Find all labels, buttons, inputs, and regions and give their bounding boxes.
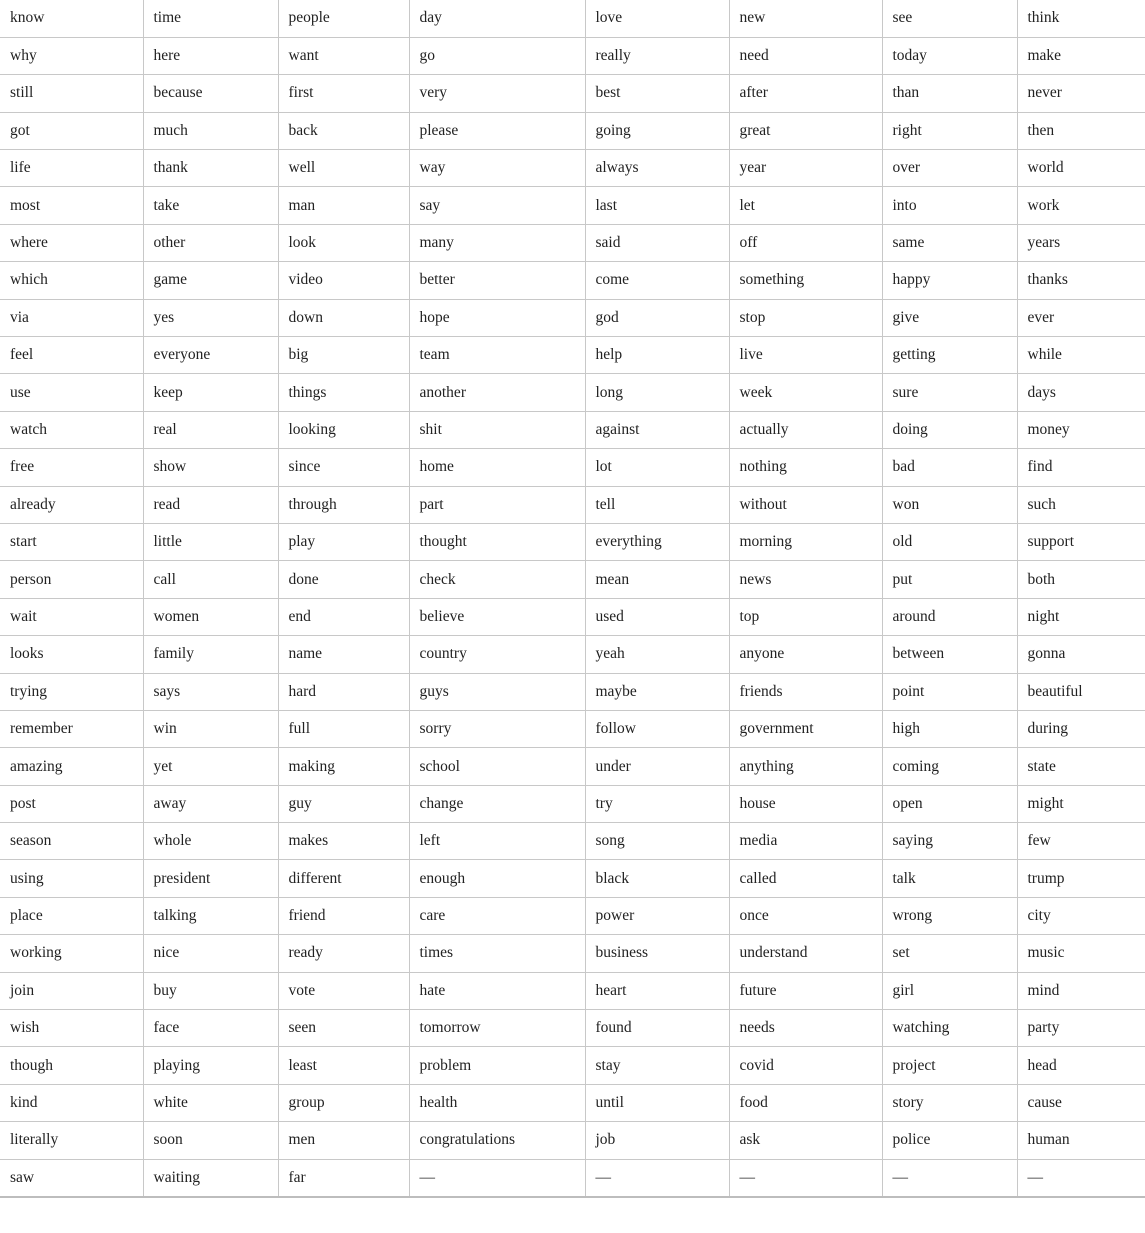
table-cell: power (585, 897, 729, 934)
table-cell: team (409, 337, 585, 374)
table-cell: saw (0, 1159, 143, 1196)
table-cell: tell (585, 486, 729, 523)
table-cell: everything (585, 523, 729, 560)
table-cell: understand (729, 935, 882, 972)
table-cell: post (0, 785, 143, 822)
table-cell: please (409, 112, 585, 149)
table-cell: night (1017, 598, 1145, 635)
table-cell: hope (409, 299, 585, 336)
table-cell: job (585, 1122, 729, 1159)
table-cell: everyone (143, 337, 278, 374)
table-cell: whole (143, 823, 278, 860)
table-cell: far (278, 1159, 409, 1196)
table-row (0, 1122, 1145, 1159)
table-cell: yes (143, 299, 278, 336)
table-cell: right (882, 112, 1017, 149)
table-cell: house (729, 785, 882, 822)
table-cell: playing (143, 1047, 278, 1084)
table-cell: away (143, 785, 278, 822)
table-row (0, 636, 1145, 673)
table-cell: face (143, 1010, 278, 1047)
table-row (0, 37, 1145, 74)
table-cell: once (729, 897, 882, 934)
table-cell: try (585, 785, 729, 822)
table-cell: old (882, 523, 1017, 560)
table-cell: home (409, 449, 585, 486)
table-cell: literally (0, 1122, 143, 1159)
table-cell: around (882, 598, 1017, 635)
table-cell: might (1017, 785, 1145, 822)
table-cell: between (882, 636, 1017, 673)
table-cell: see (882, 0, 1017, 37)
table-cell: music (1017, 935, 1145, 972)
table-cell: god (585, 299, 729, 336)
table-cell: without (729, 486, 882, 523)
table-cell: high (882, 710, 1017, 747)
table-cell: wrong (882, 897, 1017, 934)
table-cell: over (882, 150, 1017, 187)
table-cell: than (882, 75, 1017, 112)
table-cell: already (0, 486, 143, 523)
table-cell: though (0, 1047, 143, 1084)
table-cell: happy (882, 262, 1017, 299)
table-cell: — (585, 1159, 729, 1196)
table-cell: off (729, 224, 882, 261)
table-cell: which (0, 262, 143, 299)
table-cell: love (585, 0, 729, 37)
table-row (0, 374, 1145, 411)
table-cell: since (278, 449, 409, 486)
table-cell: enough (409, 860, 585, 897)
table-cell: last (585, 187, 729, 224)
table-cell: stop (729, 299, 882, 336)
table-cell: best (585, 75, 729, 112)
table-cell: working (0, 935, 143, 972)
table-row (0, 1159, 1145, 1196)
table-cell: cause (1017, 1084, 1145, 1121)
table-cell: let (729, 187, 882, 224)
table-cell: into (882, 187, 1017, 224)
table-row (0, 1084, 1145, 1121)
table-cell: follow (585, 710, 729, 747)
table-cell: doing (882, 411, 1017, 448)
table-cell: heart (585, 972, 729, 1009)
table-cell: always (585, 150, 729, 187)
table-cell: state (1017, 748, 1145, 785)
table-row (0, 224, 1145, 261)
table-cell: way (409, 150, 585, 187)
table-row (0, 598, 1145, 635)
table-cell: makes (278, 823, 409, 860)
table-cell: week (729, 374, 882, 411)
table-cell: new (729, 0, 882, 37)
table-cell: believe (409, 598, 585, 635)
table-cell: through (278, 486, 409, 523)
table-cell: vote (278, 972, 409, 1009)
table-cell: money (1017, 411, 1145, 448)
table-cell: same (882, 224, 1017, 261)
table-cell: used (585, 598, 729, 635)
table-row (0, 337, 1145, 374)
table-cell: today (882, 37, 1017, 74)
table-row (0, 449, 1145, 486)
table-cell: know (0, 0, 143, 37)
table-cell: most (0, 187, 143, 224)
table-cell: black (585, 860, 729, 897)
table-cell: make (1017, 37, 1145, 74)
table-cell: many (409, 224, 585, 261)
table-cell: least (278, 1047, 409, 1084)
table-cell: few (1017, 823, 1145, 860)
table-cell: tomorrow (409, 1010, 585, 1047)
table-cell: said (585, 224, 729, 261)
table-cell: much (143, 112, 278, 149)
table-cell: media (729, 823, 882, 860)
table-cell: gonna (1017, 636, 1145, 673)
table-cell: time (143, 0, 278, 37)
table-cell: find (1017, 449, 1145, 486)
table-cell: stay (585, 1047, 729, 1084)
table-cell: left (409, 823, 585, 860)
table-cell: long (585, 374, 729, 411)
table-cell: yeah (585, 636, 729, 673)
table-row (0, 561, 1145, 598)
table-cell: feel (0, 337, 143, 374)
table-cell: here (143, 37, 278, 74)
table-cell: why (0, 37, 143, 74)
table-cell: live (729, 337, 882, 374)
table-cell: think (1017, 0, 1145, 37)
table-cell: white (143, 1084, 278, 1121)
table-cell: point (882, 673, 1017, 710)
table-cell: better (409, 262, 585, 299)
table-cell: mind (1017, 972, 1145, 1009)
table-cell: place (0, 897, 143, 934)
table-cell: country (409, 636, 585, 673)
table-cell: support (1017, 523, 1145, 560)
table-cell: government (729, 710, 882, 747)
table-cell: care (409, 897, 585, 934)
table-cell: things (278, 374, 409, 411)
table-cell: mean (585, 561, 729, 598)
table-cell: work (1017, 187, 1145, 224)
table-cell: look (278, 224, 409, 261)
table-cell: days (1017, 374, 1145, 411)
table-cell: part (409, 486, 585, 523)
table-cell: group (278, 1084, 409, 1121)
table-cell: city (1017, 897, 1145, 934)
table-cell: then (1017, 112, 1145, 149)
table-cell: win (143, 710, 278, 747)
table-cell: go (409, 37, 585, 74)
table-cell: free (0, 449, 143, 486)
table-cell: saying (882, 823, 1017, 860)
table-cell: open (882, 785, 1017, 822)
table-row (0, 710, 1145, 747)
table-cell: start (0, 523, 143, 560)
table-cell: business (585, 935, 729, 972)
table-cell: using (0, 860, 143, 897)
table-cell: give (882, 299, 1017, 336)
table-cell: wait (0, 598, 143, 635)
table-cell: big (278, 337, 409, 374)
table-cell: call (143, 561, 278, 598)
table-cell: men (278, 1122, 409, 1159)
table-cell: got (0, 112, 143, 149)
table-cell: well (278, 150, 409, 187)
table-cell: called (729, 860, 882, 897)
table-cell: song (585, 823, 729, 860)
table-cell: check (409, 561, 585, 598)
table-cell: ask (729, 1122, 882, 1159)
table-row (0, 0, 1145, 37)
table-cell: trump (1017, 860, 1145, 897)
table-cell: world (1017, 150, 1145, 187)
table-cell: need (729, 37, 882, 74)
table-cell: going (585, 112, 729, 149)
table-cell: won (882, 486, 1017, 523)
table-cell: school (409, 748, 585, 785)
table-cell: first (278, 75, 409, 112)
table-cell: bad (882, 449, 1017, 486)
table-cell: news (729, 561, 882, 598)
table-cell: something (729, 262, 882, 299)
table-cell: come (585, 262, 729, 299)
table-cell: girl (882, 972, 1017, 1009)
table-cell: lot (585, 449, 729, 486)
table-cell: problem (409, 1047, 585, 1084)
table-row (0, 673, 1145, 710)
table-cell: hard (278, 673, 409, 710)
table-cell: thought (409, 523, 585, 560)
table-cell: video (278, 262, 409, 299)
table-cell: during (1017, 710, 1145, 747)
table-cell: still (0, 75, 143, 112)
table-cell: name (278, 636, 409, 673)
table-cell: waiting (143, 1159, 278, 1196)
table-cell: very (409, 75, 585, 112)
table-row (0, 748, 1145, 785)
table-cell: making (278, 748, 409, 785)
table-cell: join (0, 972, 143, 1009)
table-cell: guy (278, 785, 409, 822)
table-cell: getting (882, 337, 1017, 374)
table-cell: buy (143, 972, 278, 1009)
table-cell: sure (882, 374, 1017, 411)
table-cell: done (278, 561, 409, 598)
table-cell: nice (143, 935, 278, 972)
table-cell: thanks (1017, 262, 1145, 299)
table-row (0, 150, 1145, 187)
table-cell: — (882, 1159, 1017, 1196)
table-cell: needs (729, 1010, 882, 1047)
table-cell: family (143, 636, 278, 673)
table-cell: future (729, 972, 882, 1009)
table-cell: people (278, 0, 409, 37)
table-cell: life (0, 150, 143, 187)
table-cell: set (882, 935, 1017, 972)
table-cell: via (0, 299, 143, 336)
table-cell: such (1017, 486, 1145, 523)
table-cell: president (143, 860, 278, 897)
table-row (0, 1047, 1145, 1084)
table-cell: take (143, 187, 278, 224)
table-row (0, 823, 1145, 860)
table-cell: use (0, 374, 143, 411)
table-cell: little (143, 523, 278, 560)
table-row (0, 1010, 1145, 1047)
table-cell: yet (143, 748, 278, 785)
table-cell: hate (409, 972, 585, 1009)
table-cell: day (409, 0, 585, 37)
table-cell: congratulations (409, 1122, 585, 1159)
table-cell: against (585, 411, 729, 448)
table-cell: ever (1017, 299, 1145, 336)
table-cell: say (409, 187, 585, 224)
table-cell: because (143, 75, 278, 112)
table-cell: man (278, 187, 409, 224)
table-cell: year (729, 150, 882, 187)
table-cell: change (409, 785, 585, 822)
table-cell: health (409, 1084, 585, 1121)
table-cell: watch (0, 411, 143, 448)
table-cell: human (1017, 1122, 1145, 1159)
table-cell: full (278, 710, 409, 747)
table-cell: down (278, 299, 409, 336)
table-cell: nothing (729, 449, 882, 486)
table-cell: after (729, 75, 882, 112)
table-cell: under (585, 748, 729, 785)
table-cell: trying (0, 673, 143, 710)
table-cell: season (0, 823, 143, 860)
table-cell: anyone (729, 636, 882, 673)
table-cell: sorry (409, 710, 585, 747)
table-cell: friend (278, 897, 409, 934)
table-cell: guys (409, 673, 585, 710)
table-cell: great (729, 112, 882, 149)
table-cell: read (143, 486, 278, 523)
table-cell: head (1017, 1047, 1145, 1084)
table-cell: — (409, 1159, 585, 1196)
table-row (0, 785, 1145, 822)
table-cell: friends (729, 673, 882, 710)
table-cell: until (585, 1084, 729, 1121)
table-cell: ready (278, 935, 409, 972)
table-cell: talk (882, 860, 1017, 897)
table-cell: other (143, 224, 278, 261)
table-cell: real (143, 411, 278, 448)
table-cell: never (1017, 75, 1145, 112)
table-row (0, 299, 1145, 336)
table-cell: times (409, 935, 585, 972)
table-cell: both (1017, 561, 1145, 598)
table-cell: — (1017, 1159, 1145, 1196)
table-cell: maybe (585, 673, 729, 710)
table-cell: wish (0, 1010, 143, 1047)
table-cell: anything (729, 748, 882, 785)
table-cell: soon (143, 1122, 278, 1159)
table-cell: actually (729, 411, 882, 448)
table-cell: shit (409, 411, 585, 448)
table-row (0, 262, 1145, 299)
table-cell: beautiful (1017, 673, 1145, 710)
table-cell: project (882, 1047, 1017, 1084)
table-cell: looks (0, 636, 143, 673)
table-cell: where (0, 224, 143, 261)
table-row (0, 187, 1145, 224)
table-cell: police (882, 1122, 1017, 1159)
table-cell: show (143, 449, 278, 486)
table-cell: put (882, 561, 1017, 598)
table-cell: morning (729, 523, 882, 560)
table-cell: back (278, 112, 409, 149)
table-cell: coming (882, 748, 1017, 785)
table-row (0, 486, 1145, 523)
table-row (0, 523, 1145, 560)
table-row (0, 112, 1145, 149)
table-cell: story (882, 1084, 1017, 1121)
table-cell: really (585, 37, 729, 74)
table-cell: looking (278, 411, 409, 448)
table-cell: watching (882, 1010, 1017, 1047)
table-cell: end (278, 598, 409, 635)
table-cell: different (278, 860, 409, 897)
table-cell: game (143, 262, 278, 299)
table-cell: years (1017, 224, 1145, 261)
table-cell: women (143, 598, 278, 635)
table-cell: thank (143, 150, 278, 187)
table-cell: says (143, 673, 278, 710)
table-cell: another (409, 374, 585, 411)
table-cell: amazing (0, 748, 143, 785)
table-cell: food (729, 1084, 882, 1121)
table-cell: party (1017, 1010, 1145, 1047)
table-cell: want (278, 37, 409, 74)
table-row (0, 75, 1145, 112)
table-cell: — (729, 1159, 882, 1196)
table-cell: play (278, 523, 409, 560)
table-row (0, 972, 1145, 1009)
table-cell: while (1017, 337, 1145, 374)
table-cell: talking (143, 897, 278, 934)
table-cell: person (0, 561, 143, 598)
table-cell: help (585, 337, 729, 374)
table-cell: kind (0, 1084, 143, 1121)
table-cell: keep (143, 374, 278, 411)
table-cell: covid (729, 1047, 882, 1084)
table-row (0, 411, 1145, 448)
table-cell: found (585, 1010, 729, 1047)
table-cell: remember (0, 710, 143, 747)
table-cell: top (729, 598, 882, 635)
table-row (0, 860, 1145, 897)
table-row (0, 935, 1145, 972)
table-row (0, 897, 1145, 934)
table-cell: seen (278, 1010, 409, 1047)
